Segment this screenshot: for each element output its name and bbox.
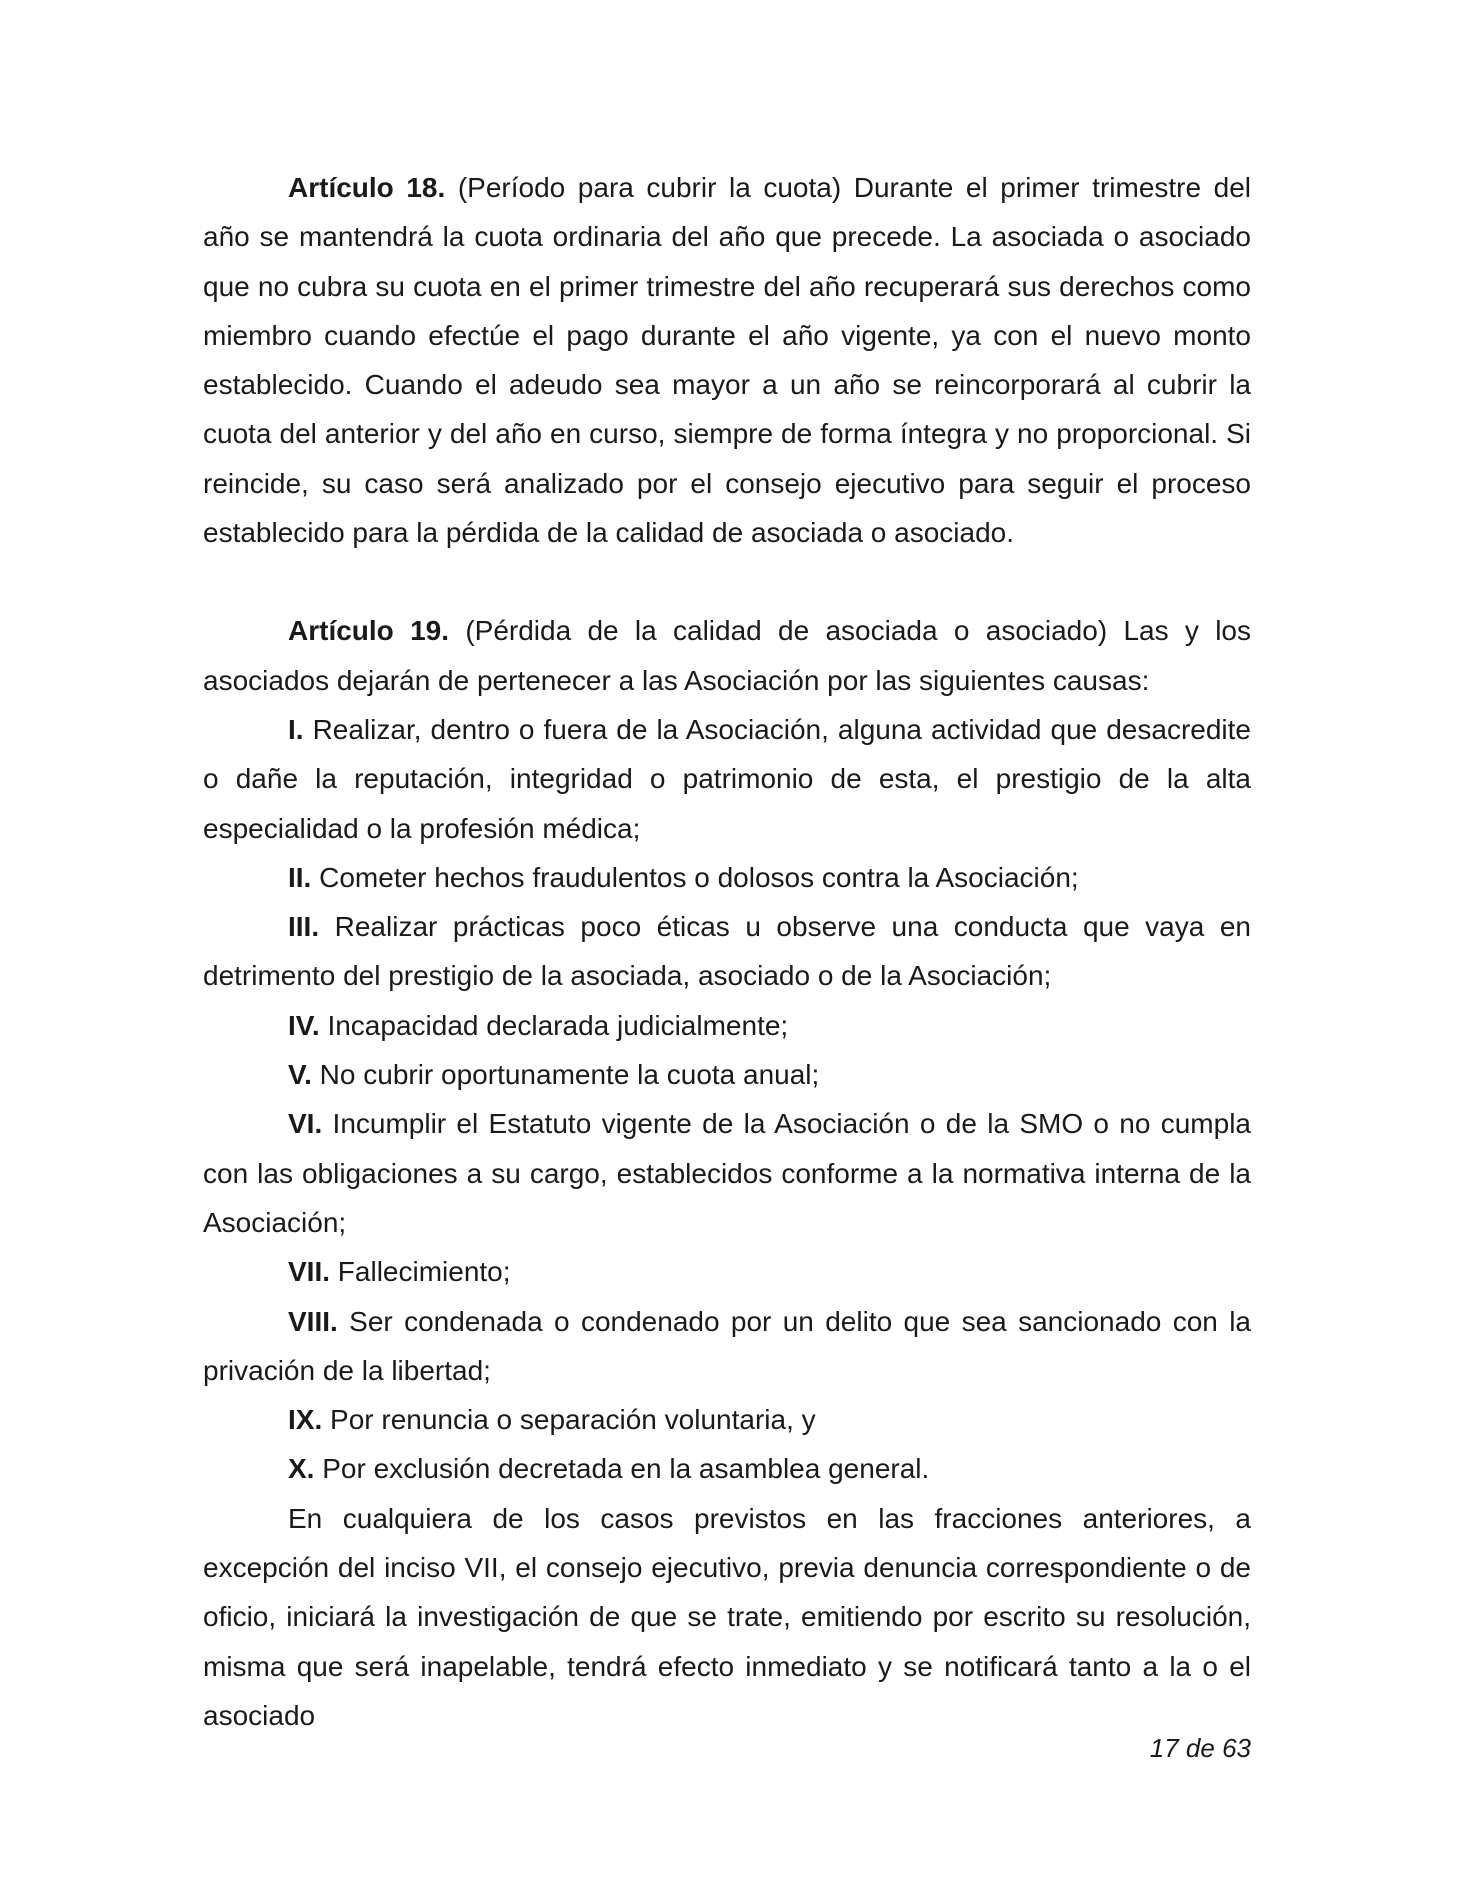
fraction-text: Fallecimiento; bbox=[330, 1256, 511, 1288]
fraction-number: III. bbox=[288, 911, 320, 943]
list-item-fraction-8 bbox=[203, 1297, 1251, 1396]
fraction-text: No cubrir oportunamente la cuota anual; bbox=[311, 1059, 820, 1091]
fraction-number: IX. bbox=[288, 1404, 323, 1436]
fraction-number: X. bbox=[288, 1453, 315, 1485]
fraction-number: I. bbox=[288, 713, 304, 745]
fraction-number: IV. bbox=[288, 1009, 320, 1041]
article-18-heading: Artículo 18. bbox=[288, 172, 446, 203]
list-item-fraction-10 bbox=[203, 1444, 1251, 1493]
article-18-text: (Período para cubrir la cuota) Durante el primer trimestre del año se mantendrá la cuota ordinaria del año que precede. La asociada o asociado que no cubra su cuota en el primer trimestre del año recuperará sus derechos como miembro cuando efectúe el pago durante el año vigente, ya con el nuevo monto establecido. Cuando el adeudo sea mayor a un año se reincorporará al cubrir la cuota del anterior y del año en curso, siempre de forma íntegra y no proporcional. Si reincide, su caso será analizado por el consejo ejecutivo para seguir el proceso establecido para la pérdida de la calidad de asociada o asociado. bbox=[203, 172, 1252, 549]
list-item-fraction-4 bbox=[203, 1001, 1251, 1050]
list-item-fraction-9 bbox=[203, 1395, 1251, 1444]
article-18-paragraph bbox=[203, 163, 1251, 557]
fraction-text: Cometer hechos fraudulentos o dolosos contra la Asociación; bbox=[311, 861, 1079, 893]
fraction-text: Incapacidad declarada judicialmente; bbox=[319, 1009, 789, 1041]
fraction-number: V. bbox=[288, 1059, 312, 1091]
fraction-text: Realizar prácticas poco éticas u observe una conducta que vaya en detrimento del prestigio de la asociada, asociado o de la Asociación; bbox=[203, 911, 1251, 992]
fraction-number: VIII. bbox=[288, 1305, 338, 1337]
fraction-text: Por exclusión decretada en la asamblea general. bbox=[314, 1453, 930, 1485]
fraction-text: Por renuncia o separación voluntaria, y bbox=[322, 1404, 816, 1436]
list-item-fraction-3 bbox=[203, 902, 1251, 1001]
article-19-paragraph bbox=[203, 606, 1251, 705]
list-item-fraction-6 bbox=[203, 1099, 1251, 1247]
list-item-fraction-7 bbox=[203, 1247, 1251, 1296]
fraction-number: II. bbox=[288, 861, 312, 893]
article-19-text: (Pérdida de la calidad de asociada o asociado) Las y los asociados dejarán de pertenecer a las Asociación por las siguientes causas: bbox=[203, 615, 1252, 696]
fraction-number: VI. bbox=[288, 1108, 323, 1140]
page-number: 17 de 63 bbox=[1149, 1733, 1251, 1763]
fraction-number: VII. bbox=[288, 1256, 331, 1288]
document-body bbox=[203, 163, 1251, 1740]
fraction-text: Realizar, dentro o fuera de la Asociación, alguna actividad que desacredite o dañe la reputación, integridad o patrimonio de esta, el prestigio de la alta especialidad o la profesión médica; bbox=[203, 713, 1251, 844]
fraction-text: Incumplir el Estatuto vigente de la Asociación o de la SMO o no cumpla con las obligaciones a su cargo, establecidos conforme a la normativa interna de la Asociación; bbox=[203, 1108, 1251, 1238]
list-item-fraction-5 bbox=[203, 1050, 1251, 1099]
list-item-fraction-1 bbox=[203, 705, 1251, 853]
article-19-closing-paragraph: En cualquiera de los casos previstos en las fracciones anteriores, a excepción del inciso VII, el consejo ejecutivo, previa denuncia correspondiente o de oficio, iniciará la investigación de que se trate, emitiendo por escrito su resolución, misma que será inapelable, tendrá efecto inmediato y se notificará tanto a la o el asociado bbox=[203, 1502, 1251, 1731]
list-item-fraction-2 bbox=[203, 853, 1251, 902]
fraction-text: Ser condenada o condenado por un delito que sea sancionado con la privación de la libertad; bbox=[203, 1305, 1251, 1386]
article-19-heading: Artículo 19. bbox=[288, 615, 450, 647]
